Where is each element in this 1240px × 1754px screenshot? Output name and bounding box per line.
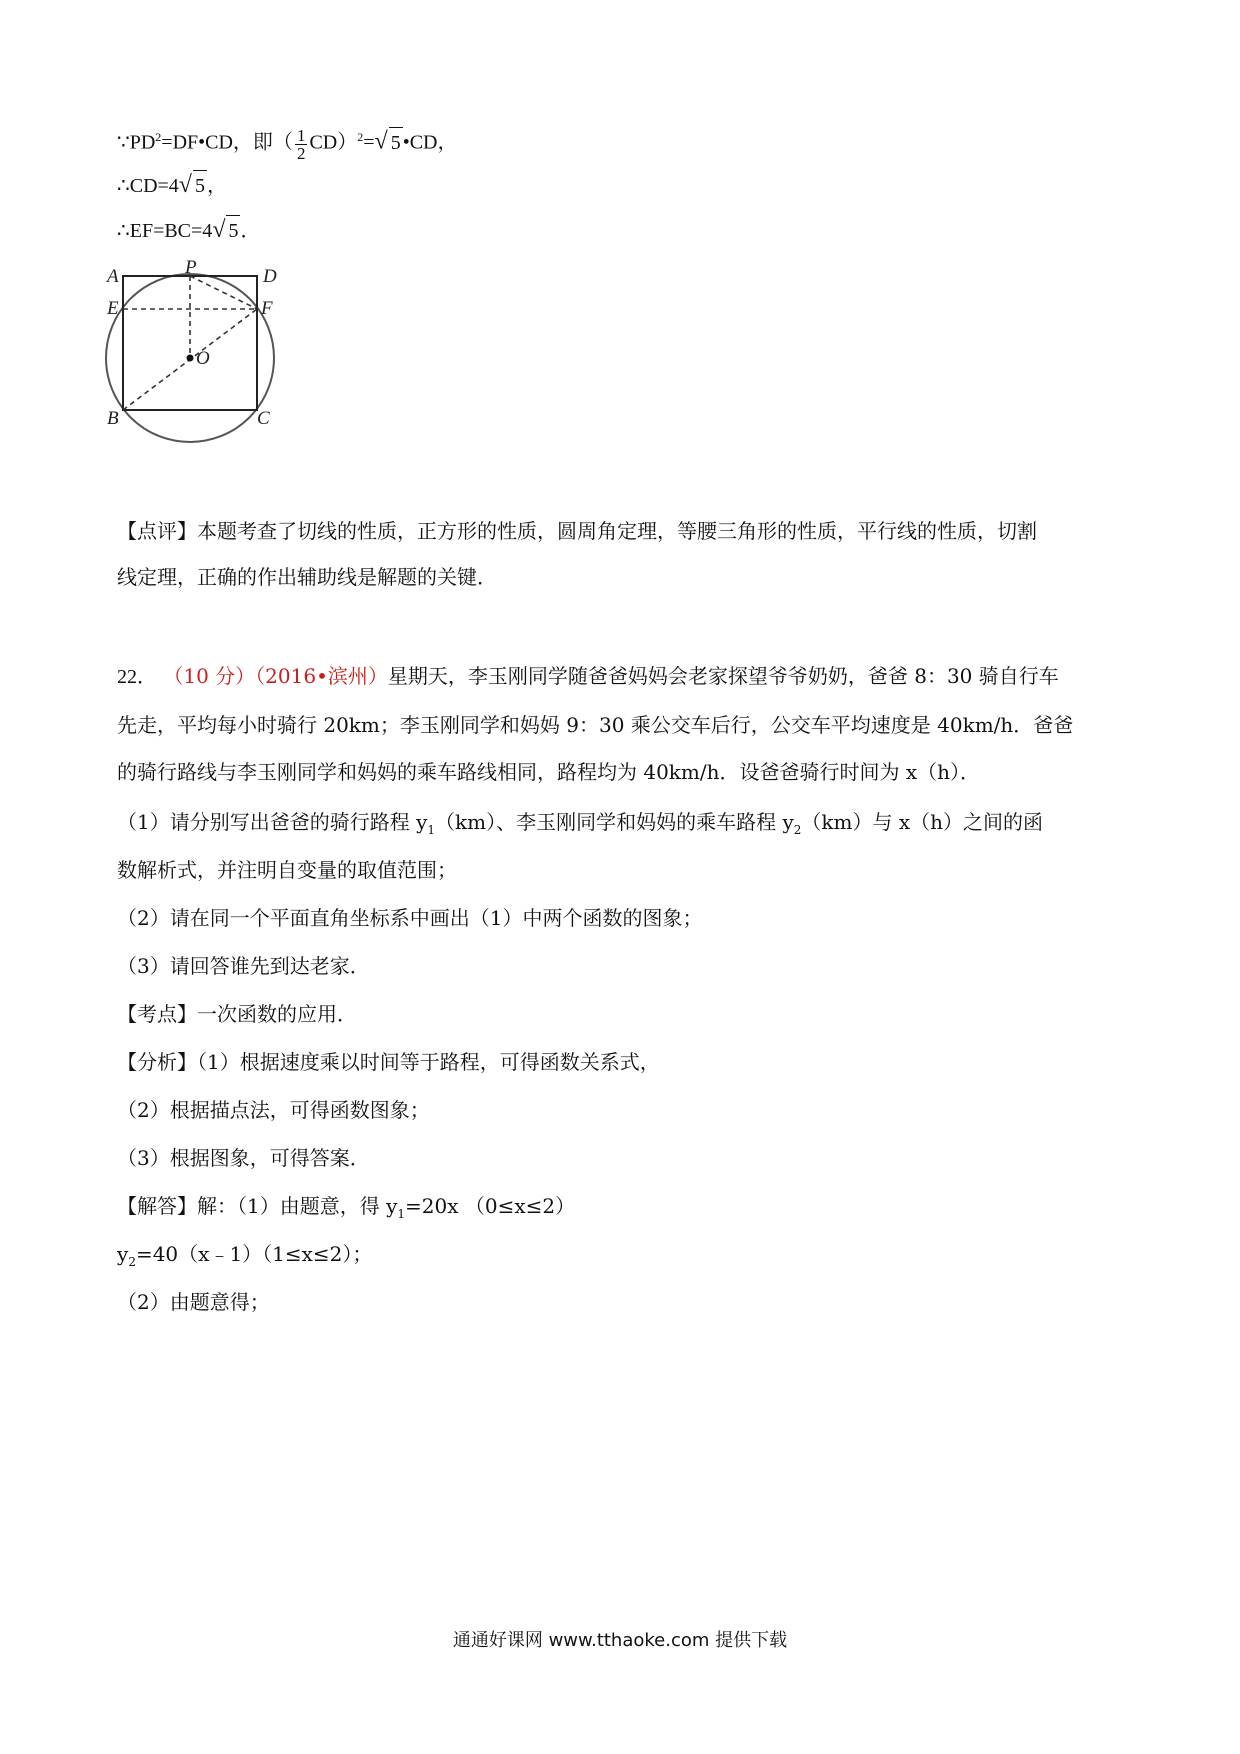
comment-line-2: 线定理，正确的作出辅助线是解题的关键． [117,565,497,589]
radicand: 5 [389,127,403,158]
text: =DF•CD，即（ [161,131,293,154]
superscript: 2 [155,130,162,144]
fenxi-3: （3）根据图象，可得答案． [117,1146,370,1170]
proof-line-3 [117,215,260,246]
proof-line-2 [117,170,227,201]
question-3: （3）请回答谁先到达老家． [117,954,370,978]
problem-line-3: 的骑行路线与李玉刚同学和妈妈的乘车路线相同，路程均为 40km/h．设爸爸骑行时间为 x（h）． [117,760,981,784]
denominator: 2 [296,143,306,163]
question-1-line-2: 数解析式，并注明自变量的取值范围； [117,858,457,882]
text: =20x （0≤x≤2） [405,1194,576,1218]
fenxi-1: 【分析】（1）根据速度乘以时间等于路程，可得函数关系式， [117,1050,660,1074]
geometry-figure [105,257,325,482]
question-2: （2）请在同一个平面直角坐标系中画出（1）中两个函数的图象； [117,906,703,930]
label-a: A [107,266,119,287]
numerator: 1 [296,125,306,145]
text: ． [240,220,261,242]
text: CD） [309,131,358,154]
text: （km）与 x（h）之间的函 [801,810,1044,834]
radicand: 5 [193,170,207,201]
label-f: F [261,298,273,319]
sqrt-icon: √ [178,172,192,198]
label-e: E [107,298,119,319]
jieda-line-3: （2）由题意得； [117,1290,270,1314]
question-1-line-1 [117,807,1043,845]
label-p: P [185,257,197,278]
label-b: B [107,408,119,429]
text: y [117,1242,129,1266]
text: =40（x﹣1）（1≤x≤2）； [135,1242,373,1266]
sqrt-icon: √ [212,217,226,243]
center-point [187,355,194,362]
label-c: C [257,408,270,429]
fraction-one-half [295,127,308,162]
text: ， [206,175,227,197]
footer-text: 通通好课网 www.tthaoke.com 提供下载 [452,1630,788,1651]
label-o: O [196,348,210,369]
subscript: 1 [427,823,436,837]
text: ∴CD=4 [117,175,179,197]
text: = [363,131,375,154]
label-d: D [263,266,277,287]
fenxi-2: （2）根据描点法，可得函数图象； [117,1098,430,1122]
proof-line-1 [117,122,457,162]
problem-text: 星期天，李玉刚同学随爸爸妈妈会老家探望爷爷奶奶，爸爸 8：30 骑自行车 [387,664,1059,688]
sqrt-icon: √ [374,128,388,155]
jieda-line-1 [117,1191,575,1229]
text: •CD， [402,131,458,154]
text: ∴EF=BC=4 [117,220,213,242]
problem-score-source: （10 分）（2016•滨州） [163,664,388,688]
problem-line-2: 先走，平均每小时骑行 20km；李玉刚同学和妈妈 9：30 乘公交车后行，公交车平均速度是 40km/h．爸爸 [117,713,1074,737]
text: ∵PD [117,131,156,154]
text: （1）请分别写出爸爸的骑行路程 y [117,810,428,834]
radicand: 5 [226,215,240,246]
subscript: 2 [128,1255,136,1269]
problem-number: 22． [117,666,157,688]
text: （km）、李玉刚同学和妈妈的乘车路程 y [435,810,794,834]
text: 【解答】解：（1）由题意，得 y [117,1194,398,1218]
superscript: 2 [357,130,364,144]
subscript: 2 [793,823,802,837]
problem-line-1 [117,661,1059,692]
kaodian: 【考点】一次函数的应用． [117,1002,357,1026]
comment-line-1: 【点评】本题考查了切线的性质，正方形的性质，圆周角定理，等腰三角形的性质，平行线的性质，切割 [117,519,1037,543]
jieda-line-2 [117,1239,372,1277]
subscript: 1 [397,1207,406,1221]
